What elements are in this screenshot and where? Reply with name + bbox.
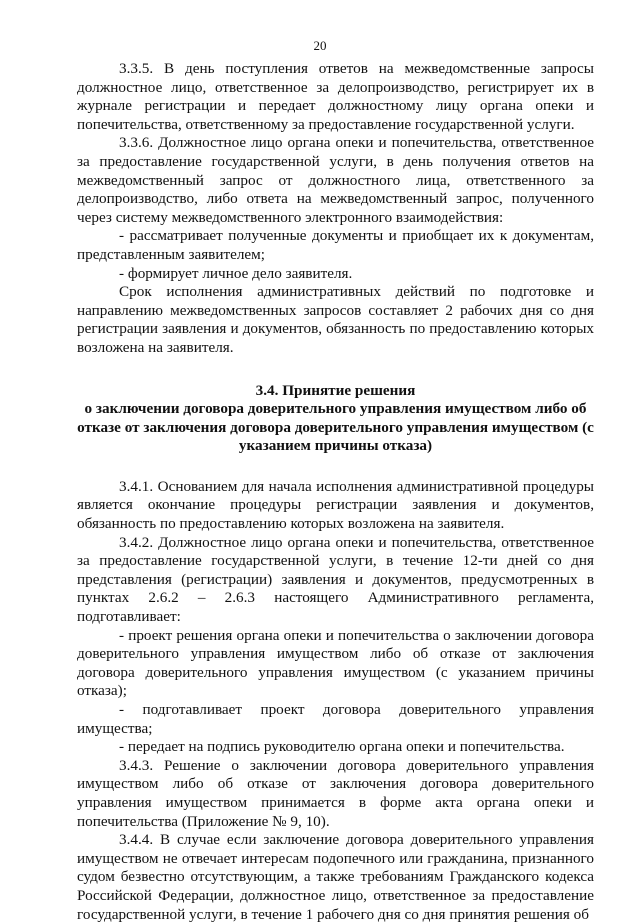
section-title: 3.4. Принятие решения [255, 381, 416, 399]
list-item-review-documents: - рассматривает полученные документы и приобщает их к документам, представленным заявителем; [77, 227, 594, 263]
paragraph-deadline: Срок исполнения административных действий по подготовке и направлению межведомственных запросов составляет 2 рабочих дня со дня регистрации заявления и документов, обязанность по предоставлению которых возложена на заявителя. [77, 283, 594, 356]
section-subtitle: о заключении договора доверительного управления имуществом либо об отказе от заключения договора доверительного управления имуществом (с указанием причины отказа) [77, 400, 594, 455]
paragraph-3-3-6: 3.3.6. Должностное лицо органа опеки и попечительства, ответственное за предоставление государственной услуги, в день получения ответов на межведомственный запрос от должностного лица, ответственного за делопроизводство, либо ответа на межведомственный запрос, полученного через систему межведомственного электронного взаимодействия: [77, 134, 594, 226]
paragraph-3-4-2: 3.4.2. Должностное лицо органа опеки и попечительства, ответственное за предоставление государственной услуги, в течение 12-ти дней со дня представления (регистрации) заявления и документов, предусмотренных в пунктах 2.6.2 – 2.6.3 настоящего Административного регламента, подготавливает: [77, 533, 594, 626]
paragraph-3-4-1: 3.4.1. Основанием для начала исполнения административной процедуры является окончание процедуры регистрации заявления и документов, обязанность по предоставлению которых возложена на заявителя. [77, 477, 594, 533]
section-heading [77, 382, 594, 456]
list-item-submit-signature: - передает на подпись руководителю органа опеки и попечительства. [119, 738, 565, 756]
page-number: 20 [313, 38, 327, 53]
paragraph-3-4-4: 3.4.4. В случае если заключение договора доверительного управления имуществом не отвечает интересам подопечного или гражданина, признанного судом безвестно отсутствующим, а также требованиям Гражданского кодекса Российской Федерации, должностное лицо, ответственное за предоставление государственной услуги, в течение 1 рабочего дня со дня принятия решения об [77, 831, 594, 923]
list-item-form-personal-file: - формирует личное дело заявителя. [119, 264, 353, 282]
document-body [77, 60, 594, 924]
list-item-draft-contract: - подготавливает проект договора доверительного управления имущества; [77, 701, 594, 737]
paragraph-3-3-5: 3.3.5. В день поступления ответов на межведомственные запросы должностное лицо, ответственное за делопроизводство, регистрирует их в журнале регистрации и передает должностному лицу органа опеки и попечительства, ответственному за предоставление государственной услуги. [77, 60, 594, 133]
list-item-draft-decision: - проект решения органа опеки и попечительства о заключении договора доверительного управления имуществом либо об отказе от заключения договора доверительного управления имуществом (с указанием причины отказа); [77, 626, 594, 700]
paragraph-3-4-3: 3.4.3. Решение о заключении договора доверительного управления имуществом либо об отказе от заключения договора доверительного управления имуществом принимается в форме акта органа опеки и попечительства (Приложение № 9, 10). [77, 756, 594, 830]
